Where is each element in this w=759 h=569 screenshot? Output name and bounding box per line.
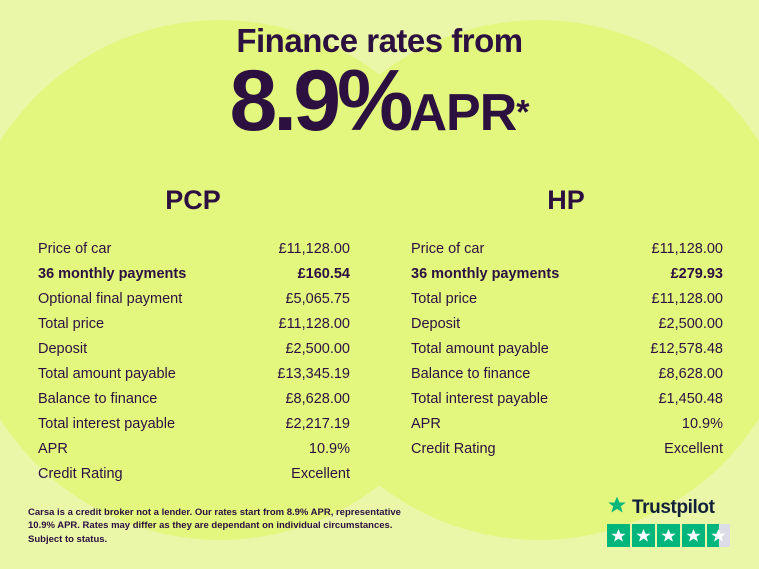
table-row: [28, 286, 358, 311]
table-row: [401, 261, 731, 286]
row-label: Total price: [411, 290, 478, 307]
trustpilot-rating: [607, 495, 735, 547]
table-row: [28, 386, 358, 411]
row-label: Total interest payable: [411, 390, 549, 407]
row-value: £1,450.48: [658, 390, 723, 407]
row-label: Price of car: [411, 240, 485, 257]
row-value: £2,217.19: [285, 415, 350, 432]
trustpilot-name: Trustpilot: [632, 496, 715, 518]
star-icon: [607, 495, 627, 520]
table-row: [28, 411, 358, 436]
row-label: Credit Rating: [38, 465, 123, 482]
table-row: [401, 336, 731, 361]
row-value: £279.93: [670, 265, 723, 282]
row-label: APR: [38, 440, 68, 457]
pcp-rows: [28, 236, 358, 486]
row-value: £11,128.00: [278, 315, 350, 332]
table-row: [401, 286, 731, 311]
row-value: £11,128.00: [278, 240, 350, 257]
star-icon: [632, 524, 655, 547]
row-label: 36 monthly payments: [411, 265, 560, 282]
table-row: [28, 436, 358, 461]
row-value: £11,128.00: [651, 240, 723, 257]
rate-display: [0, 53, 759, 149]
table-row: [401, 436, 731, 461]
row-value: 10.9%: [308, 440, 350, 457]
finance-columns: [0, 185, 759, 486]
row-label: Total amount payable: [411, 340, 549, 357]
row-value: Excellent: [291, 465, 350, 482]
row-label: Total price: [38, 315, 105, 332]
column-title: HP: [547, 185, 585, 215]
row-label: Total interest payable: [38, 415, 176, 432]
finance-column-hp: [401, 185, 731, 486]
star-half-icon: [707, 524, 730, 547]
row-label: Price of car: [38, 240, 112, 257]
row-value: £12,578.48: [650, 340, 723, 357]
star-icon: [607, 524, 630, 547]
table-row: [401, 411, 731, 436]
rate-value: 8.9%: [229, 53, 410, 149]
table-row: [401, 311, 731, 336]
row-value: £13,345.19: [277, 365, 350, 382]
row-label: Balance to finance: [411, 365, 531, 382]
row-value: £2,500.00: [658, 315, 723, 332]
table-row: [401, 361, 731, 386]
table-row: [401, 236, 731, 261]
rate-asterisk: *: [516, 93, 530, 132]
trustpilot-logo: [607, 495, 735, 520]
row-label: APR: [411, 415, 441, 432]
row-value: £5,065.75: [285, 290, 350, 307]
hp-rows: [401, 236, 731, 461]
headline: Finance rates from: [236, 22, 523, 59]
row-label: Deposit: [411, 315, 461, 332]
row-value: £2,500.00: [285, 340, 350, 357]
star-icon: [682, 524, 705, 547]
row-label: 36 monthly payments: [38, 265, 187, 282]
row-label: Optional final payment: [38, 290, 183, 307]
row-value: 10.9%: [681, 415, 723, 432]
row-label: Deposit: [38, 340, 88, 357]
trustpilot-stars: [607, 524, 735, 547]
row-label: Total amount payable: [38, 365, 176, 382]
table-row: [28, 311, 358, 336]
row-label: Credit Rating: [411, 440, 496, 457]
table-row: [28, 336, 358, 361]
rate-unit: APR: [409, 84, 517, 142]
table-row: [28, 461, 358, 486]
row-value: £11,128.00: [651, 290, 723, 307]
row-label: Balance to finance: [38, 390, 158, 407]
table-row: [28, 261, 358, 286]
table-row: [28, 361, 358, 386]
disclaimer-text: Carsa is a credit broker not a lender. Our rates start from 8.9% APR, representative 10.9% APR. Rates may differ as they are dependant on individual circumstances. Subject to status.: [28, 506, 401, 546]
row-value: £160.54: [297, 265, 350, 282]
table-row: [28, 236, 358, 261]
column-title: PCP: [165, 185, 221, 215]
row-value: £8,628.00: [285, 390, 350, 407]
table-row: [401, 386, 731, 411]
finance-column-pcp: [28, 185, 358, 486]
row-value: Excellent: [664, 440, 723, 457]
star-icon: [657, 524, 680, 547]
row-value: £8,628.00: [658, 365, 723, 382]
